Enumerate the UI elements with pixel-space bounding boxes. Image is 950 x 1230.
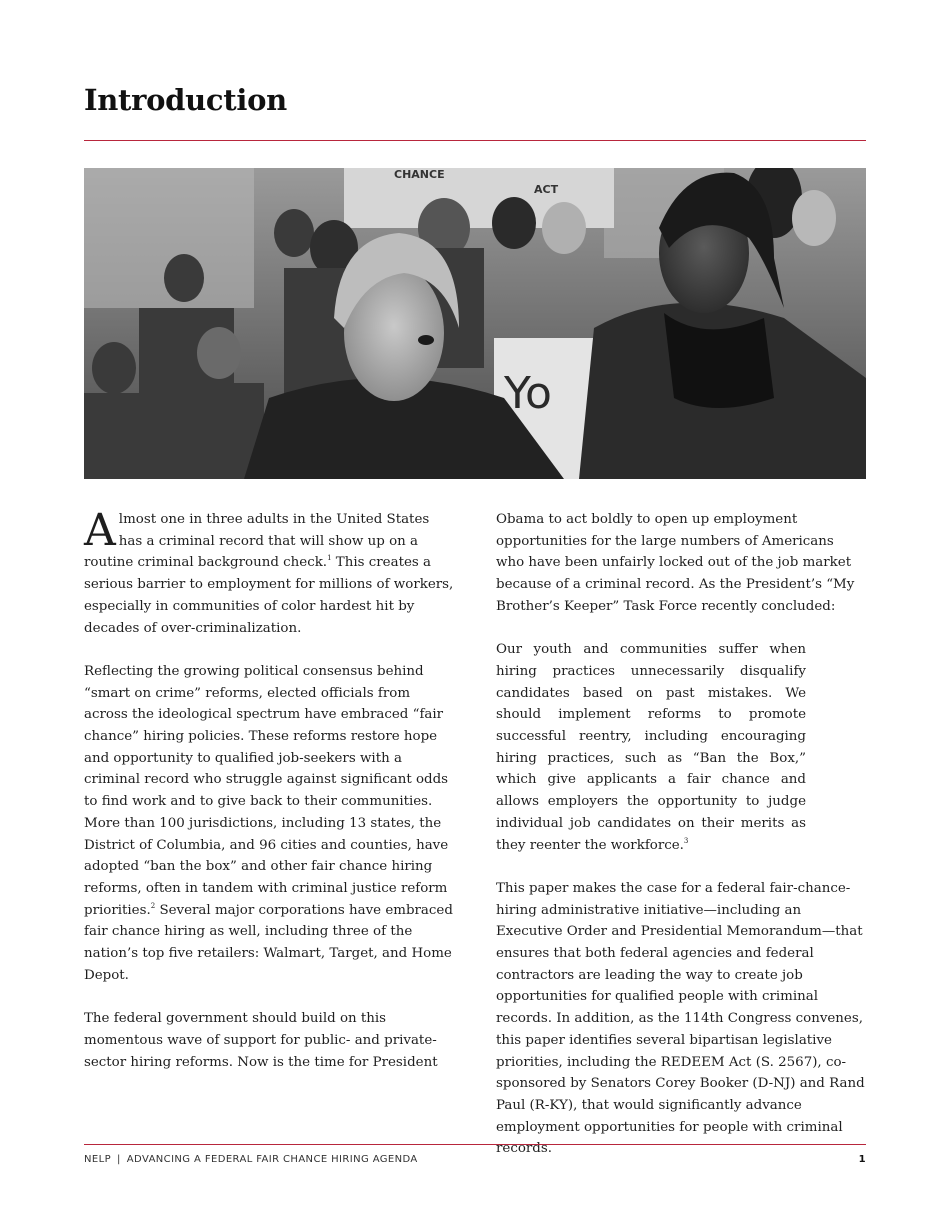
paragraph-consensus: [84, 661, 456, 987]
body-column-right: [496, 509, 866, 1182]
footer-separator: |: [117, 1154, 121, 1165]
paragraph-federal: [84, 1008, 456, 1073]
body-column-left: [84, 505, 456, 1095]
paragraph-federal-text: The federal government should build on this momentous wave of support for public- and private-sector hiring reforms. Now is the time for President: [84, 1011, 438, 1070]
footer-divider: [84, 1144, 866, 1145]
sign-text-left: CHANCE: [394, 168, 445, 181]
page-title: Introduction: [84, 83, 287, 117]
footer-org: NELP: [84, 1154, 112, 1165]
paragraph-intro-text-cont: This creates a serious barrier to employment for millions of workers, especially in communities of color hardest hit by decades of over-criminalization.: [84, 555, 454, 636]
paragraph-intro-text: lmost one in three adults in the United States has a criminal record that will show up on a routine criminal background check.: [84, 512, 430, 571]
sign-text-right: ACT: [534, 183, 559, 196]
paragraph-federal-continued: [496, 509, 866, 618]
page-number: 1: [858, 1154, 866, 1165]
footnote-ref-1[interactable]: 1: [327, 554, 332, 563]
footnote-ref-2[interactable]: 2: [150, 901, 156, 910]
pull-quote: [496, 639, 806, 856]
footer-doc-title: ADVANCING A FEDERAL FAIR CHANCE HIRING AGENDA: [126, 1154, 418, 1165]
paragraph-federal-continued-text: Obama to act boldly to open up employment opportunities for the large numbers of Americans who have been unfairly locked out of the job market because of a criminal record. As the President’s “My Brother’s Keeper” Task Force recently concluded:: [496, 512, 855, 614]
pull-quote-text: Our youth and communities suffer when hiring practices unnecessarily disqualify candidates based on past mistakes. We should implement reforms to promote successful reentry, including encouraging hiring practices, such as “Ban the Box,” which give applicants a fair chance and allows employers the opportunity to judge individual job candidates on their merits as they reenter the workforce.: [496, 642, 806, 853]
paragraph-proposal: [496, 878, 866, 1160]
paragraph-consensus-text: Reflecting the growing political consensus behind “smart on crime” reforms, elected officials from across the ideological spectrum have embraced “fair chance” hiring policies. These reforms restore hope and opportunity to qualified job-seekers with a criminal record who struggle against significant odds to find work and to give back to their communities. More than 100 jurisdictions, including 13 states, the District of Columbia, and 96 cities and counties, have adopted “ban the box” and other fair chance hiring reforms, often in tandem with criminal justice reform priorities.: [84, 663, 449, 918]
paragraph-intro: [84, 505, 456, 639]
banner-text: Yo: [504, 368, 552, 419]
footer-running-title: [84, 1153, 418, 1167]
title-divider: [84, 140, 866, 141]
drop-cap: A: [84, 505, 116, 556]
protest-photo-icon: [84, 168, 866, 479]
paragraph-proposal-text: This paper makes the case for a federal fair-chance-hiring administrative initiative—including an Executive Order and Presidential Memorandum—that ensures that both federal agencies and federal contractors are leading the way to create job opportunities for qualified people with criminal records. In addition, as the 114th Congress convenes, this paper identifies several bipartisan legislative priorities, including the REDEEM Act (S. 2567), co-sponsored by Senators Corey Booker (D-NJ) and Rand Paul (R-KY), that would significantly advance employment opportunities for people with criminal records.: [496, 880, 865, 1157]
footnote-ref-3[interactable]: 3: [683, 836, 689, 845]
hero-photo: [84, 168, 866, 479]
paragraph-consensus-text-cont: Several major corporations have embraced fair chance hiring as well, including three of the nation’s top five retailers: Walmart, Target, and Home Depot.: [84, 902, 453, 983]
footer: [84, 1153, 866, 1169]
